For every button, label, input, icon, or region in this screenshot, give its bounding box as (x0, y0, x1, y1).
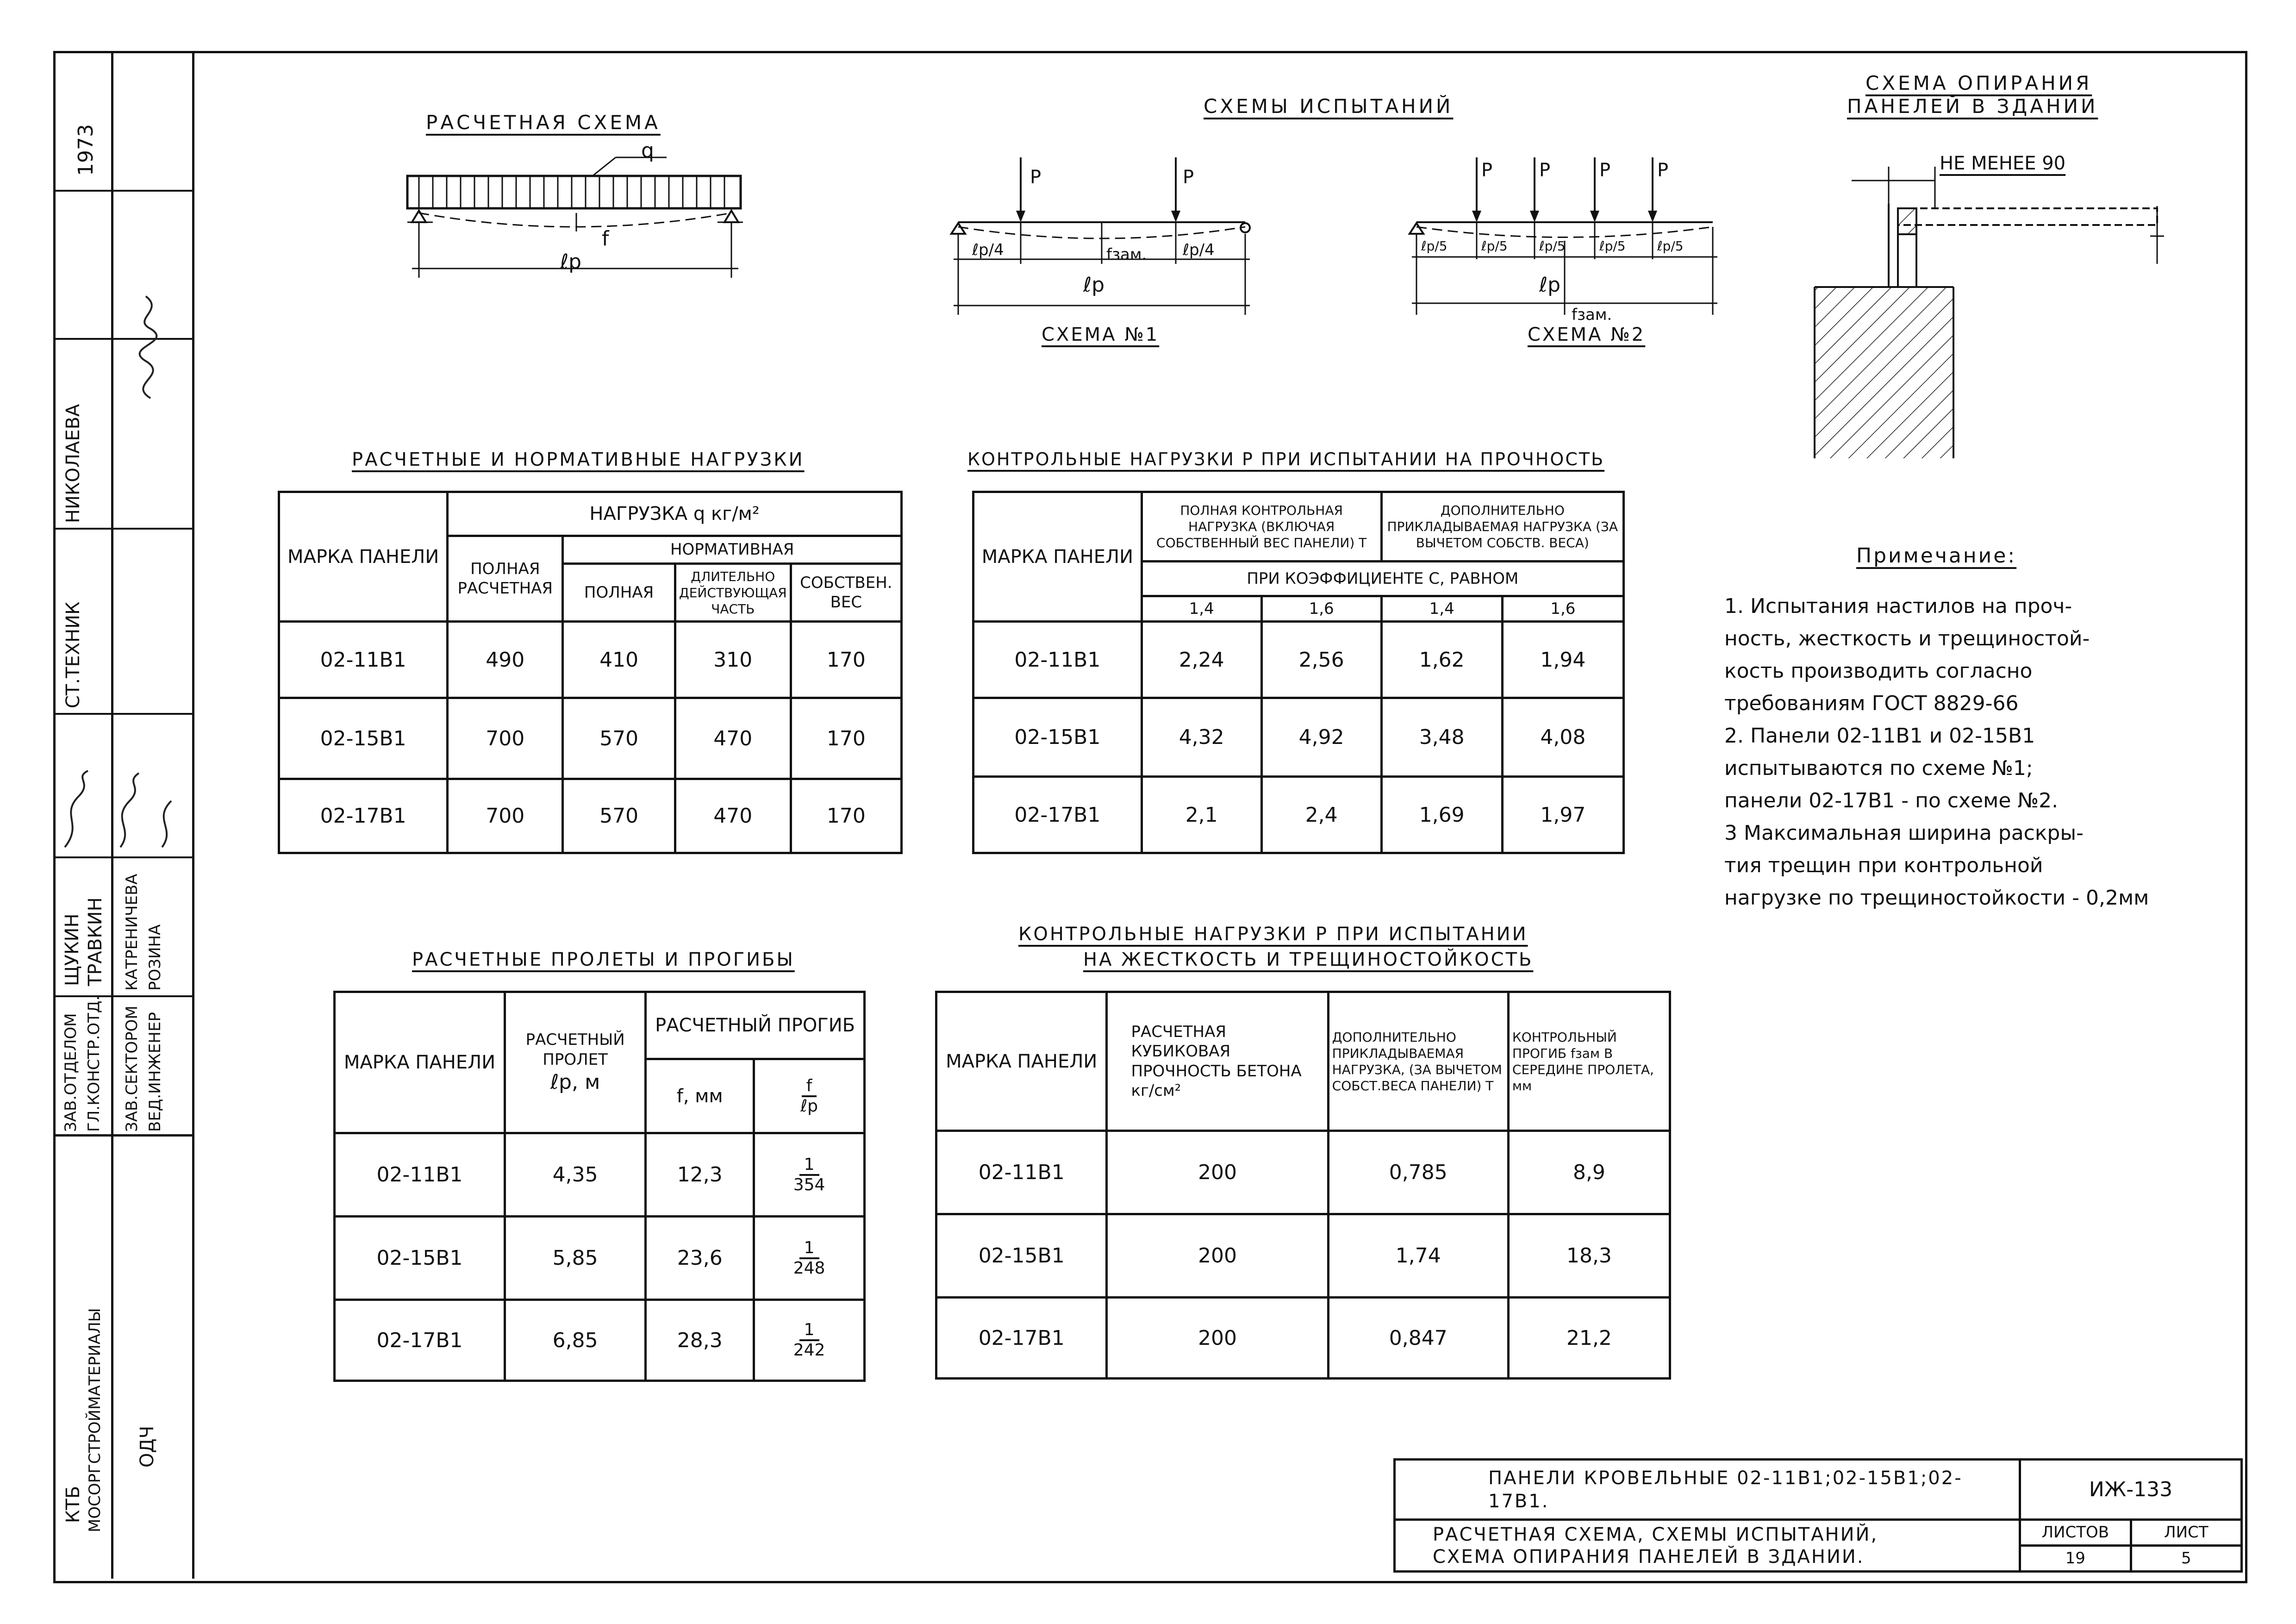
coef-value: 1,6 (1261, 596, 1381, 622)
cell-f: 28,3 (646, 1300, 754, 1381)
cell-mark: 02-11В1 (936, 1131, 1107, 1214)
table1-title: РАСЧЕТНЫЕ И НОРМАТИВНЫЕ НАГРУЗКИ (352, 449, 805, 470)
coef-value: 1,6 (1502, 596, 1623, 622)
header-f: f, мм (646, 1059, 754, 1133)
cell-value: 3,48 (1381, 698, 1502, 777)
min-bearing-label: НЕ МЕНЕЕ 90 (1940, 153, 2066, 174)
span-label: ℓр (1083, 273, 1105, 297)
header-full: ПОЛНАЯ (563, 564, 675, 622)
notes-body (1724, 590, 2149, 914)
cell-mark: 02-11В1 (335, 1133, 505, 1217)
sidebar-name: ЩУКИН (62, 913, 83, 986)
cell-value: 200 (1107, 1214, 1328, 1298)
cell-value: 8,9 (1508, 1131, 1670, 1214)
sheets-label: ЛИСТОВ (2020, 1520, 2131, 1546)
header-control-deflection: КОНТРОЛЬНЫЙ ПРОГИБ fзам В СЕРЕДИНЕ ПРОЛЕТА, мм (1508, 992, 1670, 1131)
ratio-den: 242 (793, 1341, 825, 1360)
note-line: ность, жесткость и трещиностой- (1724, 627, 2090, 650)
cell-f: 12,3 (646, 1133, 754, 1217)
cell-value: 310 (675, 622, 791, 698)
header-mark: МАРКА ПАНЕЛИ (973, 492, 1142, 622)
table3-title: РАСЧЕТНЫЕ ПРОЛЕТЫ И ПРОГИБЫ (412, 949, 795, 970)
table2-title: КОНТРОЛЬНЫЕ НАГРУЗКИ Р ПРИ ИСПЫТАНИИ НА ПРОЧНОСТЬ (967, 449, 1605, 469)
sidebar-divider (53, 713, 192, 715)
cell-value: 18,3 (1508, 1214, 1670, 1298)
scheme1-sketch (940, 148, 1264, 329)
header-ratio (754, 1059, 865, 1133)
cell-value: 1,62 (1381, 622, 1502, 698)
cell-value: 2,4 (1261, 777, 1381, 853)
sidebar-divider (53, 190, 192, 192)
sidebar-role-mid: СТ.ТЕХНИК (62, 601, 84, 708)
header-span (505, 992, 646, 1133)
sidebar-divider (53, 995, 192, 997)
ratio-num: 1 (799, 1239, 819, 1259)
sheets-count: 19 (2020, 1546, 2131, 1572)
coef-value: 1,4 (1381, 596, 1502, 622)
table-row (279, 779, 902, 853)
ratio-den: ℓр (800, 1096, 818, 1116)
table4-title-line2: НА ЖЕСТКОСТЬ И ТРЕЩИНОСТОЙКОСТЬ (1083, 949, 1534, 970)
fifth-span-label: ℓр/5 (1421, 238, 1447, 254)
support-title-line2: ПАНЕЛЕЙ В ЗДАНИИ (1847, 95, 2098, 118)
cell-value: 2,1 (1142, 777, 1261, 853)
load-p-label: P (1481, 160, 1493, 181)
cell-value: 570 (563, 779, 675, 853)
cell-value: 490 (448, 622, 563, 698)
tests-title: СХЕМЫ ИСПЫТАНИЙ (1204, 95, 1454, 118)
org-line2: МОСОРГСТРОЙМАТЕРИАЛЫ (86, 1308, 104, 1532)
table-row (335, 1133, 865, 1217)
sidebar-name: РОЗИНА (146, 924, 164, 991)
span-label: ℓр (1539, 273, 1561, 297)
spans-deflections-table (333, 991, 866, 1382)
table-row (279, 698, 902, 779)
quarter-span-label: ℓр/4 (972, 241, 1004, 259)
header-deflection: РАСЧЕТНЫЙ ПРОГИБ (646, 992, 865, 1059)
cell-value: 200 (1107, 1298, 1328, 1379)
cell-ratio (754, 1133, 865, 1217)
note-line: 1. Испытания настилов на проч- (1724, 594, 2072, 618)
load-p-label: P (1657, 160, 1669, 181)
sidebar-stamp (53, 51, 194, 1579)
note-line: тия трещин при контрольной (1724, 854, 2043, 877)
cell-value: 170 (791, 622, 901, 698)
header-coefficient: ПРИ КОЭФФИЦИЕНТЕ С, РАВНОМ (1142, 562, 1623, 596)
cell-value: 470 (675, 698, 791, 779)
header-own-weight: СОБСТВЕН. ВЕС (791, 564, 901, 622)
header-additional: ДОПОЛНИТЕЛЬНО ПРИКЛАДЫВАЕМАЯ НАГРУЗКА (ЗА ВЫЧЕТОМ СОБСТВ. ВЕСА) (1381, 492, 1623, 562)
load-label: q (641, 139, 654, 162)
cell-value: 4,08 (1502, 698, 1623, 777)
table-row (973, 622, 1624, 698)
sidebar-name-mid: НИКОЛАЕВА (62, 404, 84, 523)
header-additional: ДОПОЛНИТЕЛЬНО ПРИКЛАДЫВАЕМАЯ НАГРУЗКА, (ЗА ВЫЧЕТОМ СОБСТ.ВЕСА ПАНЕЛИ) Т (1328, 992, 1508, 1131)
table-row (936, 1298, 1670, 1379)
scheme1-caption: СХЕМА №1 (1042, 324, 1160, 345)
quarter-span-label: ℓр/4 (1183, 241, 1215, 259)
cell-value: 200 (1107, 1131, 1328, 1214)
sidebar-divider (53, 528, 192, 530)
ratio-num: f (802, 1077, 817, 1097)
cell-value: 700 (448, 779, 563, 853)
scheme2-caption: СХЕМА №2 (1528, 324, 1646, 345)
cell-ratio (754, 1300, 865, 1381)
ratio-den: 248 (793, 1258, 825, 1278)
note-line: 2. Панели 02-11В1 и 02-15В1 (1724, 724, 2035, 748)
table-row (335, 1300, 865, 1381)
cell-value: 1,69 (1381, 777, 1502, 853)
cell-span: 4,35 (505, 1133, 646, 1217)
ratio-den: 354 (793, 1175, 825, 1194)
cell-mark: 02-15В1 (335, 1217, 505, 1300)
fifth-span-label: ℓр/5 (1657, 238, 1684, 254)
cell-value: 1,94 (1502, 622, 1623, 698)
table-row (936, 1214, 1670, 1298)
strength-loads-table (972, 491, 1625, 854)
year: 1973 (74, 124, 98, 176)
header-mark: МАРКА ПАНЕЛИ (335, 992, 505, 1133)
header-load: НАГРУЗКА q кг/м² (448, 492, 902, 536)
cell-span: 6,85 (505, 1300, 646, 1381)
cell-value: 4,92 (1261, 698, 1381, 777)
cell-f: 23,6 (646, 1217, 754, 1300)
sidebar-divider (53, 856, 192, 858)
cell-mark: 02-11В1 (279, 622, 448, 698)
design-scheme-title: РАСЧЕТНАЯ СХЕМА (426, 111, 661, 134)
title-line2a: РАСЧЕТНАЯ СХЕМА, СХЕМЫ ИСПЫТАНИЙ, (1433, 1524, 1878, 1545)
cell-value: 570 (563, 698, 675, 779)
title-block (1393, 1458, 2243, 1573)
header-full-control: ПОЛНАЯ КОНТРОЛЬНАЯ НАГРУЗКА (ВКЛЮЧАЯ СОБСТВЕННЫЙ ВЕС ПАНЕЛИ) Т (1142, 492, 1381, 562)
ratio-num: 1 (799, 1321, 819, 1341)
sheet-number: 5 (2131, 1546, 2241, 1572)
cell-mark: 02-17В1 (335, 1300, 505, 1381)
fifth-span-label: ℓр/5 (1599, 238, 1626, 254)
cell-mark: 02-15В1 (973, 698, 1142, 777)
table-row (936, 1131, 1670, 1214)
table-row (335, 1217, 865, 1300)
table-row (279, 622, 902, 698)
sidebar-divider (53, 1134, 192, 1137)
table-row (973, 698, 1624, 777)
header-span-line2: ℓр, м (550, 1070, 600, 1094)
dept: ОДЧ (137, 1425, 158, 1468)
load-p-label: P (1030, 167, 1042, 188)
title-line2 (1395, 1520, 2020, 1572)
cell-value: 170 (791, 698, 901, 779)
cell-mark: 02-11В1 (973, 622, 1142, 698)
header-long-acting: ДЛИТЕЛЬНО ДЕЙСТВУЮЩАЯ ЧАСТЬ (675, 564, 791, 622)
note-line: испытываются по схеме №1; (1724, 756, 2033, 780)
note-line: панели 02-17В1 - по схеме №2. (1724, 789, 2059, 812)
note-line: требованиям ГОСТ 8829-66 (1724, 692, 2019, 715)
cell-value: 410 (563, 622, 675, 698)
cell-value: 1,97 (1502, 777, 1623, 853)
cell-mark: 02-17В1 (936, 1298, 1107, 1379)
drawing-code: ИЖ-133 (2020, 1460, 2241, 1520)
sidebar-name: КАТРЕНИЧЕВА (123, 874, 141, 991)
ratio-num: 1 (799, 1156, 819, 1176)
deflection-label: f (602, 227, 609, 250)
cell-value: 2,24 (1142, 622, 1261, 698)
load-p-label: P (1539, 160, 1551, 181)
title-line2b: СХЕМА ОПИРАНИЯ ПАНЕЛЕЙ В ЗДАНИИ. (1433, 1546, 1865, 1568)
header-mark: МАРКА ПАНЕЛИ (936, 992, 1107, 1131)
sidebar-name: ТРАВКИН (85, 897, 106, 986)
cell-value: 0,785 (1328, 1131, 1508, 1214)
design-loads-table (278, 491, 903, 854)
support-title-line1: СХЕМА ОПИРАНИЯ (1866, 72, 2092, 94)
cell-value: 4,32 (1142, 698, 1261, 777)
cell-value: 470 (675, 779, 791, 853)
signature (113, 292, 187, 403)
note-line: 3 Максимальная ширина раскры- (1724, 821, 2084, 845)
coef-value: 1,4 (1142, 596, 1261, 622)
cell-value: 2,56 (1261, 622, 1381, 698)
note-line: кость производить согласно (1724, 659, 2033, 683)
table-row (973, 777, 1624, 853)
cell-value: 0,847 (1328, 1298, 1508, 1379)
fifth-span-label: ℓр/5 (1481, 238, 1508, 254)
support-sketch (1805, 153, 2213, 468)
table4-title-line1: КОНТРОЛЬНЫЕ НАГРУЗКИ Р ПРИ ИСПЫТАНИИ (1018, 924, 1528, 945)
deflection-mid-label: fзам. (1106, 245, 1147, 264)
deflection-mid-label: fзам. (1572, 306, 1612, 324)
cell-value: 21,2 (1508, 1298, 1670, 1379)
header-mark: МАРКА ПАНЕЛИ (279, 492, 448, 622)
load-p-label: P (1599, 160, 1611, 181)
cell-mark: 02-17В1 (279, 779, 448, 853)
sheet-label: ЛИСТ (2131, 1520, 2241, 1546)
cell-value: 1,74 (1328, 1214, 1508, 1298)
cell-mark: 02-17В1 (973, 777, 1142, 853)
cell-span: 5,85 (505, 1217, 646, 1300)
sidebar-role: ЗАВ.ОТДЕЛОМ (62, 1013, 80, 1132)
load-p-label: P (1183, 167, 1194, 188)
cell-value: 700 (448, 698, 563, 779)
sidebar-role: ЗАВ.СЕКТОРОМ (123, 1006, 141, 1132)
sidebar-role: ГЛ.КОНСТР.ОТД. (85, 995, 103, 1132)
fifth-span-label: ℓр/5 (1539, 238, 1566, 254)
notes-title: Примечание: (1856, 544, 2017, 568)
org-line1: КТБ (62, 1486, 84, 1523)
sidebar-role: ВЕД.ИНЖЕНЕР (146, 1012, 164, 1132)
span-label: ℓр (560, 250, 582, 274)
stiffness-loads-table (935, 991, 1671, 1380)
header-normative: НОРМАТИВНАЯ (563, 536, 902, 564)
header-span-line1: РАСЧЕТНЫЙ ПРОЛЕТ (525, 1031, 625, 1069)
cell-ratio (754, 1217, 865, 1300)
cell-value: 170 (791, 779, 901, 853)
note-line: нагрузке по трещиностойкости - 0,2мм (1724, 886, 2149, 910)
header-strength: РАСЧЕТНАЯ КУБИКОВАЯ ПРОЧНОСТЬ БЕТОНА кг/см² (1107, 992, 1328, 1131)
header-full-design: ПОЛНАЯ РАСЧЕТНАЯ (448, 536, 563, 622)
title-line1: ПАНЕЛИ КРОВЕЛЬНЫЕ 02-11В1;02-15В1;02-17В1. (1395, 1460, 2020, 1520)
cell-mark: 02-15В1 (279, 698, 448, 779)
signature (56, 768, 190, 852)
cell-mark: 02-15В1 (936, 1214, 1107, 1298)
